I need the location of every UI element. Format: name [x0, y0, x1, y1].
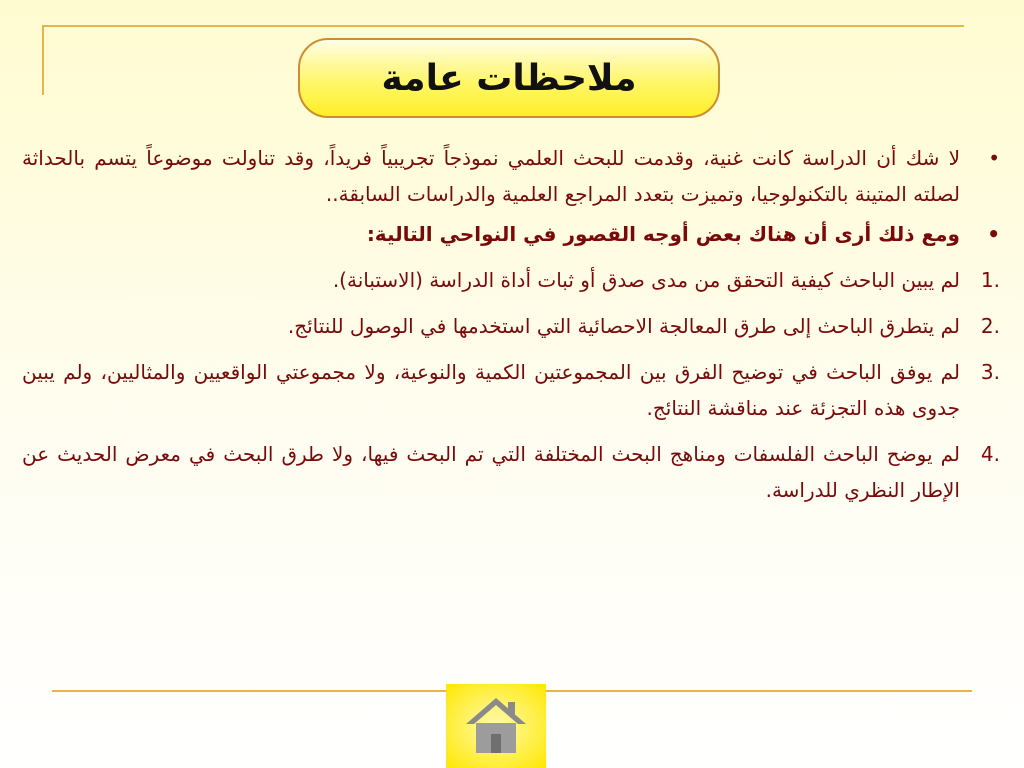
bullet-text-1: لا شك أن الدراسة كانت غنية، وقدمت للبحث العلمي نموذجاً تجريبياً فريداً، وقد تناولت موضوعاً يتسم بالحداثة لصلته المتينة بالتكنولوجيا، وتميزت بتعدد المراجع العلمية والدراسات السابقة..: [22, 146, 960, 206]
bullet-paragraph-2: [22, 216, 1000, 252]
list-item-number: 3.: [980, 360, 1000, 384]
home-button[interactable]: [446, 684, 546, 768]
slide-content: [22, 140, 1000, 508]
list-item-text: لم يوفق الباحث في توضيح الفرق بين المجموعتين الكمية والنوعية، ولا مجموعتي الواقعيين والمثاليين، ولم يبين جدوى هذه التجزئة عند مناقشة النتائج.: [22, 360, 960, 420]
title-banner: [298, 38, 720, 118]
list-item-number: 2.: [980, 314, 1000, 338]
list-item-text: لم يوضح الباحث الفلسفات ومناهج البحث المختلفة التي تم البحث فيها، ولا طرق البحث في معرض الحديث عن الإطار النظري للدراسة.: [22, 442, 960, 502]
frame-top-line: [42, 25, 964, 27]
home-icon: [464, 694, 528, 756]
list-item-text: لم يتطرق الباحث إلى طرق المعالجة الاحصائية التي استخدمها في الوصول للنتائج.: [287, 314, 960, 338]
list-item-2: [22, 308, 1000, 344]
list-item-number: 1.: [980, 268, 1000, 292]
frame-left-line: [42, 25, 44, 95]
bullet-icon: •: [987, 222, 1000, 246]
list-item-4: [22, 436, 1000, 508]
bullet-icon: •: [988, 146, 1000, 170]
bullet-paragraph-1: [22, 140, 1000, 212]
list-item-3: [22, 354, 1000, 426]
list-item-text: لم يبين الباحث كيفية التحقق من مدى صدق أو ثبات أداة الدراسة (الاستبانة).: [332, 268, 960, 292]
list-item-number: 4.: [980, 442, 1000, 466]
list-item-1: [22, 262, 1000, 298]
bullet-text-2: ومع ذلك أرى أن هناك بعض أوجه القصور في النواحي التالية:: [366, 222, 960, 246]
slide-title: ملاحظات عامة: [381, 57, 637, 99]
